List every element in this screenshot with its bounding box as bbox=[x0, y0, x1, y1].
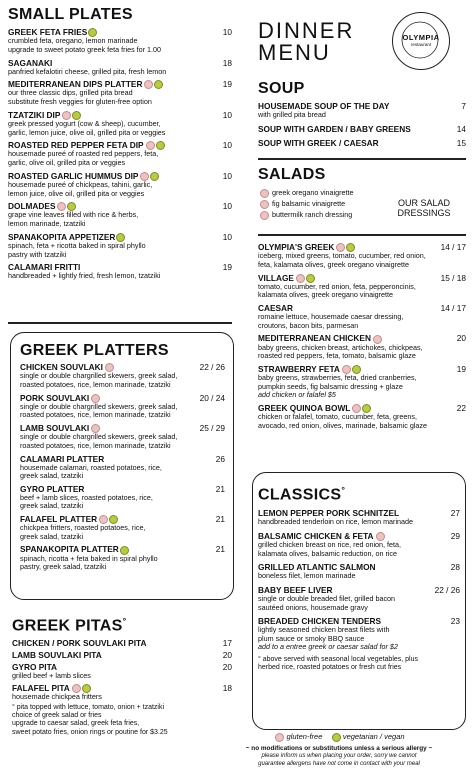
menu-item bbox=[258, 303, 466, 330]
menu-item bbox=[258, 616, 460, 652]
dressings-title bbox=[384, 198, 464, 218]
menu-item-row bbox=[8, 58, 232, 68]
menu-item-name: DOLMADES bbox=[8, 201, 56, 212]
menu-item-description: greek salad, tzatziki bbox=[20, 471, 84, 481]
menu-item-name: PORK SOUVLAKI bbox=[20, 392, 90, 403]
menu-item-price: 14 / 17 bbox=[440, 303, 466, 313]
greek-platters-section bbox=[20, 342, 225, 575]
note-line: ° above served with seasonal local vegetables, plus bbox=[258, 655, 419, 663]
menu-item-description: grape vine leaves filled with rice & herbs, bbox=[8, 210, 139, 220]
note-line: herbed rice, roasted potatoes or fresh cut fries bbox=[258, 664, 402, 672]
menu-item-name: GYRO PLATTER bbox=[20, 483, 85, 494]
menu-item bbox=[8, 171, 232, 199]
menu-item-price: 10 bbox=[222, 231, 232, 242]
menu-item-price: 20 bbox=[222, 662, 232, 673]
menu-item bbox=[258, 138, 466, 148]
no-mods-notice: ~ no modifications or substitutions unless a serious allergy ~ bbox=[245, 745, 433, 752]
menu-item-description: single or double breaded filet, grilled bacon bbox=[258, 594, 396, 604]
salads-section bbox=[258, 166, 466, 222]
menu-item bbox=[8, 79, 232, 107]
menu-item bbox=[258, 531, 460, 559]
greek-pitas-title-text: GREEK PITAS bbox=[12, 617, 123, 635]
menu-item-description: housemade chickpea fritters bbox=[12, 692, 102, 702]
menu-item-description: spinach, feta + ricotta baked in spiral phyllo bbox=[8, 240, 146, 250]
menu-item-price: 15 / 18 bbox=[440, 272, 466, 283]
menu-item-description: pastry, greek salad, tzatziki bbox=[20, 562, 107, 572]
menu-item-price: 10 bbox=[222, 170, 232, 181]
note-line: upgrade to caesar salad, greek feta fries, bbox=[12, 720, 140, 728]
divider bbox=[8, 322, 232, 324]
salads-list-wrap bbox=[258, 242, 466, 433]
small-plates-list bbox=[8, 27, 232, 281]
menu-item-name: LAMB SOUVLAKI bbox=[20, 423, 90, 433]
olympia-logo bbox=[392, 12, 450, 70]
menu-item-price: 22 bbox=[456, 402, 466, 413]
logo-name: OLYMPIA bbox=[402, 33, 440, 42]
menu-item-price: 21 bbox=[215, 544, 225, 555]
soup-list bbox=[258, 101, 466, 148]
classics-title-text: CLASSICS bbox=[258, 486, 342, 504]
greek-platters-list bbox=[20, 362, 225, 572]
menu-item-description: with grilled pita bread bbox=[258, 110, 326, 119]
menu-item-description: upgrade to sweet potato greek feta fries for 1.00 bbox=[8, 44, 162, 54]
classics-title-mark: ° bbox=[341, 485, 346, 495]
menu-item-description: handbreaded tenderloin on rice, lemon marinade bbox=[258, 517, 414, 527]
menu-item-description: roasted potatoes, rice, lemon marinade, tzatziki bbox=[20, 379, 171, 389]
small-plates-title: SMALL PLATES bbox=[8, 6, 133, 23]
legend-vg-label: vegetarian / vegan bbox=[342, 732, 405, 741]
gluten-free-icon bbox=[260, 211, 269, 220]
menu-item-name: GREEK FETA FRIES bbox=[8, 27, 88, 37]
menu-item bbox=[258, 585, 460, 612]
menu-item-description: romaine lettuce, housemade caesar dressing, bbox=[258, 312, 404, 321]
menu-item bbox=[258, 273, 466, 301]
dressings-list bbox=[258, 189, 378, 220]
menu-item bbox=[12, 683, 232, 702]
legend bbox=[212, 732, 466, 742]
menu-item-description: housemade pureé of roasted red peppers, feta, bbox=[8, 149, 159, 159]
menu-item-description: single or double chargrilled skewers, greek salad, bbox=[20, 401, 178, 411]
gluten-free-icon bbox=[144, 80, 153, 89]
divider bbox=[258, 234, 466, 236]
menu-item-description: lemon marinade, tzatziki bbox=[8, 219, 86, 228]
menu-item-price: 21 bbox=[215, 483, 225, 494]
dressing-name: fig balsamic vinaigrette bbox=[272, 199, 346, 209]
menu-item-description: chicken or falafel, tomato, cucumber, feta, greens, bbox=[258, 412, 418, 422]
menu-item-name: GYRO PITA bbox=[12, 662, 58, 673]
menu-title bbox=[258, 20, 354, 64]
menu-item-description: garlic, lemon juice, olive oil, grilled pita or veggies bbox=[8, 127, 166, 137]
classics-list bbox=[258, 508, 460, 652]
dressing-name: buttermilk ranch dressing bbox=[272, 210, 353, 220]
menu-item-name-wrap bbox=[20, 454, 104, 464]
menu-item bbox=[258, 364, 466, 400]
greek-pitas-list bbox=[12, 638, 232, 702]
menu-item-name-wrap bbox=[258, 138, 379, 148]
menu-item-description: croutons, bacon bits, parmesan bbox=[258, 320, 359, 330]
menu-title-line2: MENU bbox=[258, 40, 331, 65]
menu-item bbox=[258, 242, 466, 270]
menu-item-description: iceberg, mixed greens, tomato, cucumber, red onion, bbox=[258, 251, 426, 261]
menu-item-price: 23 bbox=[450, 616, 460, 627]
menu-item-price: 25 / 29 bbox=[199, 423, 225, 433]
menu-item bbox=[258, 508, 460, 527]
menu-item-price: 28 bbox=[450, 562, 460, 573]
menu-item-name: BREADED CHICKEN TENDERS bbox=[258, 616, 382, 627]
menu-item-description: lemon juice, olive oil, grilled pita or veggies bbox=[8, 188, 145, 198]
menu-item-row bbox=[258, 124, 466, 134]
menu-item-description: pumpkin seeds, fig balsamic dressing + glaze bbox=[258, 381, 403, 391]
menu-item-price: 19 bbox=[222, 79, 232, 90]
menu-item-name: BABY BEEF LIVER bbox=[258, 585, 333, 596]
greek-platters-title: GREEK PLATTERS bbox=[20, 342, 169, 359]
dressings-title-line2: DRESSINGS bbox=[397, 208, 451, 218]
menu-item-name-wrap bbox=[258, 124, 411, 134]
vegetarian-icon bbox=[332, 733, 341, 742]
menu-item-description: baby greens, chicken breast, artichokes, chickpeas, bbox=[258, 342, 423, 352]
menu-item-price: 14 bbox=[456, 123, 466, 134]
gluten-free-icon bbox=[275, 733, 284, 742]
menu-item-price: 22 / 26 bbox=[434, 585, 460, 596]
menu-item-description: handbreaded + lightly fried, fresh lemon, tzatziki bbox=[8, 271, 161, 281]
gluten-free-icon bbox=[260, 200, 269, 209]
menu-item-price: 26 bbox=[215, 453, 225, 464]
menu-item-name: SPANAKOPITA PLATTER bbox=[20, 544, 119, 555]
menu-item bbox=[8, 140, 232, 168]
menu-item-name: GRILLED ATLANTIC SALMON bbox=[258, 562, 376, 573]
menu-item-price: 15 bbox=[456, 137, 466, 148]
menu-item-description: grilled chicken breast on rice, red onion, feta, bbox=[258, 540, 402, 550]
soup-title: SOUP bbox=[258, 80, 305, 97]
menu-item-name: OLYMPIA'S GREEK bbox=[258, 242, 335, 252]
menu-item-description: single or double chargrilled skewers, greek salad, bbox=[20, 432, 178, 442]
dressings-title-line1: OUR SALAD bbox=[397, 198, 450, 208]
note-line: choice of greek salad or fries bbox=[12, 712, 102, 720]
menu-item-name-wrap bbox=[8, 58, 52, 68]
note-line: ° pita topped with lettuce, tomato, onion + tzatziki bbox=[12, 703, 165, 711]
menu-item-name: STRAWBERRY FETA bbox=[258, 363, 340, 374]
menu-item bbox=[20, 484, 225, 511]
dressing-name: greek oregano vinaigrette bbox=[272, 188, 354, 198]
menu-item-name-wrap bbox=[12, 650, 102, 660]
allergy-line-1: please inform us when placing your order, sorry we cannot bbox=[261, 753, 417, 759]
menu-item bbox=[258, 333, 466, 361]
menu-item-name: CHICKEN SOUVLAKI bbox=[20, 362, 103, 372]
menu-item-name: LEMON PEPPER PORK SCHNITZEL bbox=[258, 508, 400, 519]
menu-item bbox=[258, 124, 466, 134]
classics-notes bbox=[258, 656, 460, 673]
menu-item-name: SOUP WITH GARDEN / BABY GREENS bbox=[258, 123, 411, 134]
menu-item-name: HOUSEMADE SOUP OF THE DAY bbox=[258, 101, 390, 111]
menu-item-row bbox=[258, 333, 466, 343]
menu-item bbox=[8, 232, 232, 260]
menu-item-description: lightly seasoned chicken breast filets with bbox=[258, 625, 390, 635]
menu-item bbox=[20, 454, 225, 481]
menu-item-price: 14 / 17 bbox=[440, 242, 466, 252]
menu-item-name: CAESAR bbox=[258, 303, 294, 313]
menu-item-price: 19 bbox=[456, 363, 466, 374]
menu-item-description: spinach, ricotta + feta baked in spiral phyllo bbox=[20, 553, 158, 563]
menu-item-description: add chicken or falafel $5 bbox=[258, 390, 336, 400]
menu-item-price: 7 bbox=[461, 101, 466, 111]
menu-item-name: CALAMARI FRITTI bbox=[8, 262, 81, 273]
menu-item-description: single or double chargrilled skewers, greek salad, bbox=[20, 371, 178, 381]
menu-item-description: boneless filet, lemon marinade bbox=[258, 571, 356, 581]
gluten-free-icon bbox=[260, 189, 269, 198]
menu-item bbox=[8, 201, 232, 229]
menu-item-name: CHICKEN / PORK SOUVLAKI PITA bbox=[12, 638, 147, 649]
menu-item-price: 29 bbox=[450, 530, 460, 541]
dressing-item bbox=[258, 211, 378, 220]
menu-item bbox=[8, 262, 232, 281]
menu-item bbox=[20, 362, 225, 390]
dressing-item bbox=[258, 200, 378, 209]
divider bbox=[258, 158, 466, 160]
greek-pitas-title-mark: ° bbox=[122, 616, 127, 626]
menu-item-description: sautéed onions, housemade gravy bbox=[258, 602, 368, 612]
menu-item-row bbox=[20, 454, 225, 464]
menu-item-description: greek salad, tzatziki bbox=[20, 501, 84, 511]
menu-item-price: 19 bbox=[222, 262, 232, 273]
menu-item-name: SPANAKOPITA APPETIZER bbox=[8, 231, 116, 242]
menu-item bbox=[8, 58, 232, 77]
menu-item bbox=[20, 393, 225, 421]
menu-item-name: MEDITERRANEAN CHICKEN bbox=[258, 333, 371, 344]
menu-item-description: grilled beef + lamb slices bbox=[12, 671, 91, 681]
menu-item-row bbox=[12, 638, 232, 648]
menu-item bbox=[8, 27, 232, 55]
menu-item-description: housemade calamari, roasted potatoes, rice, bbox=[20, 462, 162, 472]
menu-item bbox=[12, 662, 232, 681]
menu-item-price: 20 / 24 bbox=[199, 392, 225, 403]
menu-item bbox=[20, 423, 225, 451]
menu-item-name: VILLAGE bbox=[258, 272, 294, 283]
menu-item-price: 10 bbox=[222, 27, 232, 37]
menu-item-description: beef + lamb slices, roasted potatoes, rice, bbox=[20, 492, 153, 502]
menu-item-price: 18 bbox=[222, 57, 232, 68]
menu-item-name: SOUP WITH GREEK / CAESAR bbox=[258, 137, 379, 148]
menu-item-description: avocado, red onion, olives, marinade, balsamic glaze bbox=[258, 420, 428, 430]
legend-gf-label: gluten-free bbox=[286, 732, 323, 741]
menu-item-description: greek salad, tzatziki bbox=[20, 531, 84, 541]
menu-item-description: roasted potatoes, rice, lemon marinade, tzatziki bbox=[20, 440, 171, 450]
dressing-item bbox=[258, 189, 378, 198]
menu-item bbox=[258, 562, 460, 581]
menu-item bbox=[258, 101, 466, 120]
menu-item-price: 10 bbox=[222, 201, 232, 212]
note-line: sweet potato fries, onion rings or poutine for $3.25 bbox=[12, 728, 168, 736]
salads-list bbox=[258, 242, 466, 430]
menu-item-name: ROASTED GARLIC HUMMUS DIP bbox=[8, 170, 139, 181]
menu-item-description: baby greens, strawberries, feta, dried cranberries, bbox=[258, 373, 417, 382]
classics-section bbox=[258, 481, 460, 673]
small-plates-section bbox=[8, 6, 232, 284]
menu-item-price: 10 bbox=[222, 109, 232, 120]
greek-pitas-section bbox=[12, 612, 232, 737]
menu-item-description: chickpea fritters, roasted potatoes, rice, bbox=[20, 523, 146, 533]
menu-item-row bbox=[258, 138, 466, 148]
greek-pitas-title bbox=[12, 612, 232, 635]
menu-item-name: FALAFEL PITA bbox=[12, 682, 70, 693]
menu-item-name: MEDITERRANEAN DIPS PLATTER bbox=[8, 79, 143, 90]
menu-item-name-wrap bbox=[258, 333, 382, 343]
logo-sub: restaurant bbox=[410, 42, 432, 47]
menu-item-description: plum sauce or smoky BBQ sauce bbox=[258, 633, 365, 643]
greek-pitas-notes bbox=[12, 704, 232, 737]
menu-item-description: kalamata olives, greek oregano vinaigrette bbox=[258, 290, 394, 300]
menu-item bbox=[20, 544, 225, 572]
menu-item-description: roasted potatoes, rice, lemon marinade, tzatziki bbox=[20, 410, 171, 420]
menu-item bbox=[12, 650, 232, 660]
menu-item-name: BALSAMIC CHICKEN & FETA bbox=[258, 530, 374, 541]
menu-item-name: LAMB SOUVLAKI PITA bbox=[12, 650, 102, 661]
footer bbox=[212, 732, 466, 768]
menu-item-description: greek pressed yogurt (cow & sheep), cucumber, bbox=[8, 118, 161, 128]
menu-item-row bbox=[12, 650, 232, 660]
menu-item-description: our three classic dips, grilled pita bread bbox=[8, 88, 133, 98]
salads-title: SALADS bbox=[258, 166, 326, 183]
menu-item-price: 20 bbox=[222, 650, 232, 661]
menu-item-description: tomato, cucumber, red onion, feta, pepperoncinis, bbox=[258, 281, 416, 291]
menu-item-price: 10 bbox=[222, 140, 232, 151]
menu-item-price: 17 bbox=[222, 638, 232, 649]
menu-item-description: substitute fresh veggies for gluten-free option bbox=[8, 97, 152, 106]
menu-item-name: FALAFEL PLATTER bbox=[20, 513, 98, 524]
menu-item bbox=[258, 403, 466, 431]
menu-item-name: ROASTED RED PEPPER FETA DIP bbox=[8, 140, 144, 151]
menu-item bbox=[20, 514, 225, 542]
vegetarian-icon bbox=[154, 80, 163, 89]
menu-item bbox=[12, 638, 232, 648]
menu-item-description: roasted red peppers, feta, tomato, balsamic glaze bbox=[258, 351, 416, 361]
menu-item-name: GREEK QUINOA BOWL bbox=[258, 402, 351, 413]
menu-item-description: feta, kalamata olives, greek oregano vinaigrette bbox=[258, 259, 410, 269]
menu-item-description: panfried kefalotiri cheese, grilled pita, fresh lemon bbox=[8, 66, 167, 76]
menu-item-price: 22 / 26 bbox=[199, 362, 225, 372]
menu-item-name: SAGANAKI bbox=[8, 57, 53, 68]
menu-item-description: add to a entree greek or caesar salad for $2 bbox=[258, 642, 398, 652]
menu-item-description: housemade pureé of chickpeas, tahini, garlic, bbox=[8, 179, 153, 189]
menu-item bbox=[8, 110, 232, 138]
menu-item-description: kalamata olives, balsamic reduction, on rice bbox=[258, 548, 398, 558]
menu-item-price: 27 bbox=[450, 508, 460, 519]
menu-item-description: crumbled feta, oregano, lemon marinade bbox=[8, 36, 138, 46]
menu-title-line1: DINNER bbox=[258, 18, 355, 43]
soup-section bbox=[258, 80, 466, 152]
menu-item-price: 20 bbox=[456, 333, 466, 344]
allergy-line-2: guarantee allergens have not come in contact with your meal bbox=[258, 760, 420, 767]
menu-item-name-wrap bbox=[12, 638, 146, 648]
menu-item-description: garlic, olive oil, grilled pita or veggies bbox=[8, 158, 126, 167]
menu-item-price: 18 bbox=[222, 682, 232, 693]
menu-item-description: pastry with tzatziki bbox=[8, 249, 67, 259]
menu-item-price: 21 bbox=[215, 513, 225, 524]
menu-item-name: TZATZIKI DIP bbox=[8, 109, 61, 120]
menu-item-name: CALAMARI PLATTER bbox=[20, 453, 105, 464]
classics-title bbox=[258, 481, 460, 504]
